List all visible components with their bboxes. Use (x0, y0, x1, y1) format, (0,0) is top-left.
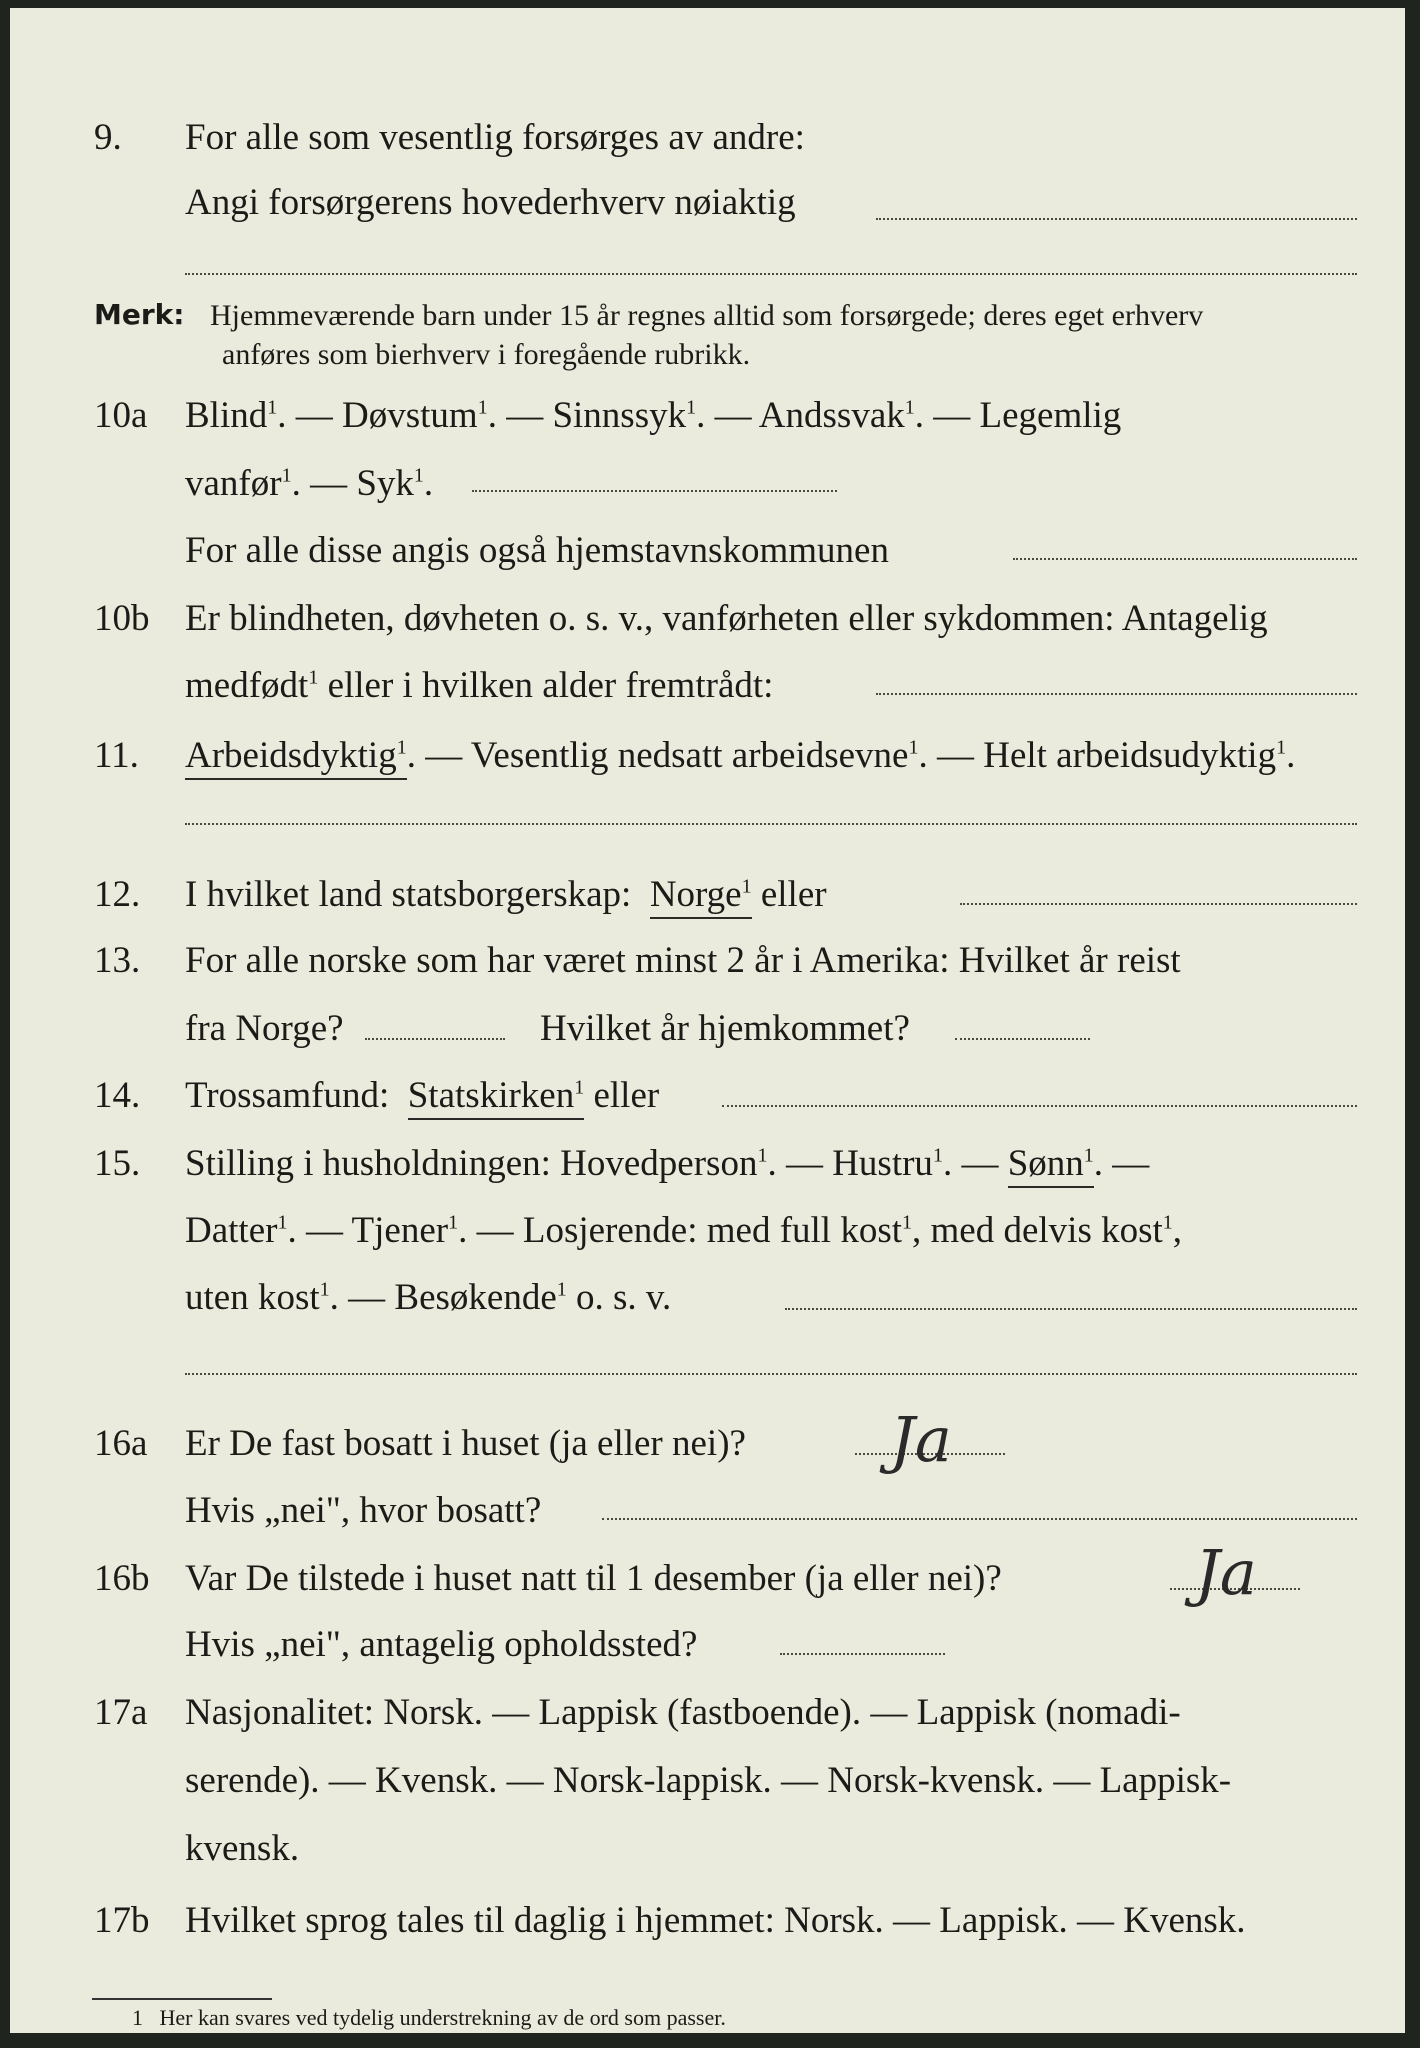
q15-line1: Stilling i husholdningen: Hovedperson$^1$. — Hustru$^1$. — Sønn$^1$. — (185, 1141, 1149, 1187)
q17a-row2 (10, 1758, 1405, 1804)
q17a-row (10, 1690, 1405, 1736)
q9-number: 9. (94, 117, 122, 158)
q17a-line2: serende). — Kvensk. — Norsk-lappisk. — Norsk-kvensk. — Lappisk- (185, 1760, 1232, 1801)
q17b-number: 17b (94, 1900, 150, 1941)
q17b-row (10, 1898, 1405, 1944)
q9-answer-line2[interactable] (185, 273, 1357, 275)
q10a-row2 (10, 461, 1405, 507)
q9-line2: Angi forsørgerens hovederhverv nøiaktig (185, 182, 796, 223)
q11-number: 11. (94, 735, 139, 776)
q15-row2 (10, 1208, 1405, 1254)
q10a-line2: vanfør$^1$. — Syk$^1$. (185, 463, 434, 504)
q9-row (10, 115, 1405, 161)
q14-underlined-answer: Statskirken$^1$ (408, 1075, 584, 1120)
q15-answer-line2[interactable] (185, 1373, 1357, 1375)
q17a-line1: Nasjonalitet: Norsk. — Lappisk (fastboende). — Lappisk (nomadi- (185, 1692, 1181, 1733)
q13-row (10, 938, 1405, 984)
footnote-rule (92, 1998, 272, 2000)
q11-answer-line[interactable] (185, 823, 1357, 825)
q14-row (10, 1073, 1405, 1119)
q15-number: 15. (94, 1143, 141, 1184)
q12-row (10, 872, 1405, 918)
q17a-number: 17a (94, 1692, 148, 1733)
q10b-line1: Er blindheten, døvheten o. s. v., vanførheten eller sykdommen: Antagelig (185, 598, 1268, 639)
q13-number: 13. (94, 940, 141, 981)
q9-answer-line[interactable] (876, 218, 1357, 220)
footnote-mark: 1 (132, 2005, 143, 2030)
q16b-opholdssted-line[interactable] (780, 1653, 945, 1655)
q13-line2b: Hvilket år hjemkommet? (540, 1008, 910, 1049)
q16a-line1: Er De fast bosatt i huset (ja eller nei)? (185, 1423, 746, 1464)
q10b-line2: medfødt$^1$ eller i hvilken alder fremtrådt: (185, 665, 774, 706)
q10b-row (10, 596, 1405, 642)
merk-line1: Hjemmeværende barn under 15 år regnes alltid som forsørgede; deres eget erhverv (210, 299, 1204, 332)
q10b-answer-line[interactable] (876, 693, 1357, 695)
q16a-handwritten-answer: Ja (890, 1403, 952, 1476)
q13-hjemkommet-line[interactable] (955, 1038, 1090, 1040)
q11-line: Arbeidsdyktig$^1$. — Vesentlig nedsatt arbeidsevne$^1$. — Helt arbeidsudyktig$^1$. (185, 733, 1295, 779)
q11-underlined-answer: Arbeidsdyktig$^1$ (185, 735, 407, 780)
q12-line: I hvilket land statsborgerskap: Norge$^1$ eller (185, 872, 827, 918)
q16b-line2: Hvis „nei", antagelig opholdssted? (185, 1624, 698, 1665)
q16a-row2 (10, 1488, 1405, 1534)
q10a-row3 (10, 528, 1405, 574)
merk-line2: anføres som bierhverv i foregående rubrikk. (222, 338, 751, 371)
q17a-line3: kvensk. (185, 1828, 300, 1869)
q16b-row2 (10, 1622, 1405, 1668)
q14-line: Trossamfund: Statskirken$^1$ eller (185, 1073, 659, 1119)
footnote-text: Her kan svares ved tydelig understrekning av de ord som passer. (159, 2005, 726, 2030)
q13-line1: For alle norske som har været minst 2 år i Amerika: Hvilket år reist (185, 940, 1181, 981)
q15-line3: uten kost$^1$. — Besøkende$^1$ o. s. v. (185, 1277, 672, 1318)
q15-row (10, 1141, 1405, 1187)
q10a-line3: For alle disse angis også hjemstavnskommunen (185, 530, 889, 571)
q17b-line1: Hvilket sprog tales til daglig i hjemmet: Norsk. — Lappisk. — Kvensk. (185, 1900, 1246, 1941)
q10a-hjemstavn-line[interactable] (1013, 558, 1357, 560)
q10a-line1: Blind$^1$. — Døvstum$^1$. — Sinnssyk$^1$. — Andssvak$^1$. — Legemlig (185, 395, 1122, 436)
q15-underlined-answer: Sønn$^1$ (1008, 1143, 1094, 1188)
q16b-number: 16b (94, 1558, 150, 1599)
q14-answer-line[interactable] (722, 1105, 1357, 1107)
q10a-row (10, 393, 1405, 439)
census-form-page (10, 8, 1405, 2033)
q15-line2: Datter$^1$. — Tjener$^1$. — Losjerende: med full kost$^1$, med delvis kost$^1$, (185, 1210, 1183, 1251)
q12-answer-line[interactable] (960, 903, 1357, 905)
q11-row (10, 733, 1405, 779)
q9-line1: For alle som vesentlig forsørges av andre: (185, 117, 805, 158)
q15-row3 (10, 1275, 1405, 1321)
q15-answer-line[interactable] (785, 1308, 1357, 1310)
q16a-row (10, 1421, 1405, 1467)
q12-number: 12. (94, 874, 141, 915)
q12-underlined-answer: Norge$^1$ (650, 874, 752, 919)
q16a-line2: Hvis „nei", hvor bosatt? (185, 1490, 542, 1531)
q16a-bosatt-line[interactable] (602, 1518, 1357, 1520)
q17a-row3 (10, 1826, 1405, 1872)
q16b-line1: Var De tilstede i huset natt til 1 desember (ja eller nei)? (185, 1558, 1002, 1599)
q16b-handwritten-answer: Ja (1195, 1536, 1257, 1609)
q10a-number: 10a (94, 395, 148, 436)
merk-label: Merk: (94, 298, 185, 331)
q10b-row2 (10, 663, 1405, 709)
q13-row2 (10, 1006, 1405, 1052)
q10a-syk-line[interactable] (472, 490, 837, 492)
q13-line2a: fra Norge? (185, 1008, 344, 1049)
q14-number: 14. (94, 1075, 141, 1116)
q10b-number: 10b (94, 598, 150, 639)
q13-reist-line[interactable] (365, 1038, 505, 1040)
footnote (132, 2005, 726, 2031)
q16a-number: 16a (94, 1423, 148, 1464)
